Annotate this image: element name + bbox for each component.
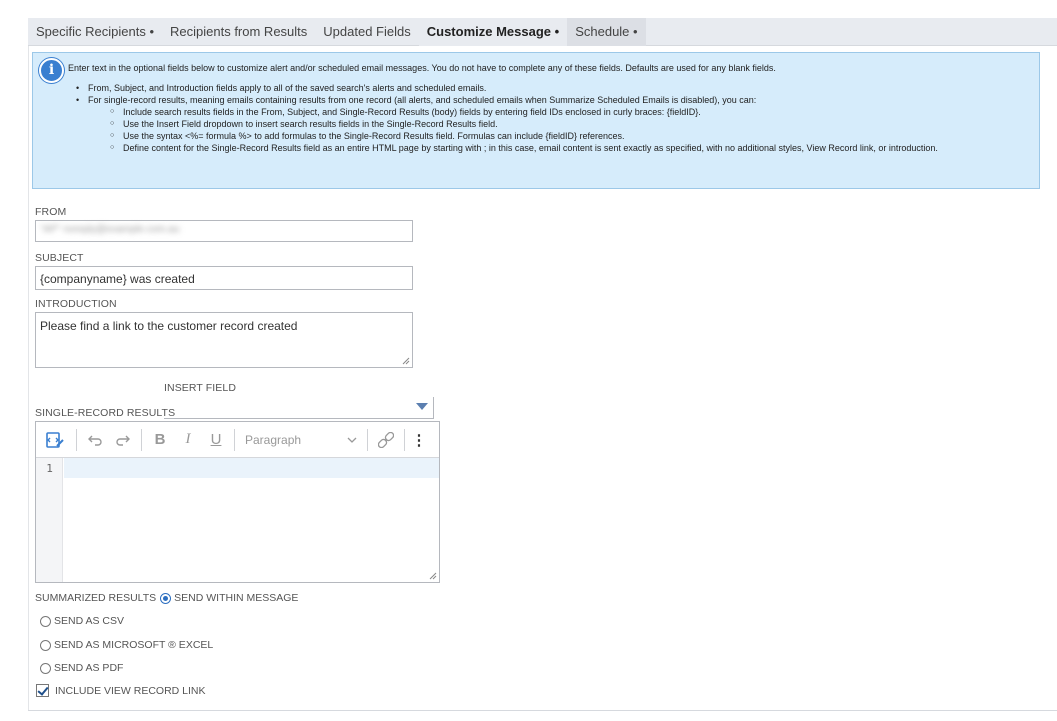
info-lead: Enter text in the optional fields below to customize alert and/or scheduled email messages. You do not have to complete any of these fields. Defaults are used for any blank fields. xyxy=(68,63,776,73)
introduction-textarea[interactable] xyxy=(35,312,413,368)
info-bullet-list xyxy=(68,82,1033,154)
option-include-view-record-link[interactable] xyxy=(36,684,206,697)
link-icon[interactable] xyxy=(372,428,400,452)
tab-label: Specific Recipients xyxy=(36,23,146,39)
tab-customize-message[interactable] xyxy=(419,18,567,46)
tab-recipients-from-results[interactable] xyxy=(162,18,315,46)
radio-send-within-message[interactable] xyxy=(160,593,171,604)
option-send-as-excel[interactable] xyxy=(40,639,213,651)
info-icon: i xyxy=(39,58,64,83)
info-message-box xyxy=(32,52,1040,189)
subject-label: SUBJECT xyxy=(35,252,84,264)
chevron-down-icon xyxy=(347,437,357,443)
tab-label: Customize Message xyxy=(426,23,552,39)
insert-field-label: INSERT FIELD xyxy=(164,382,236,394)
single-record-results-label: SINGLE-RECORD RESULTS xyxy=(35,407,176,419)
tab-label: Updated Fields xyxy=(323,23,411,39)
source-edit-icon[interactable] xyxy=(38,428,72,452)
subject-input[interactable] xyxy=(35,266,413,290)
resize-grip-icon[interactable] xyxy=(429,572,437,580)
editor-toolbar xyxy=(36,422,439,458)
radio-send-as-pdf[interactable] xyxy=(40,663,51,674)
info-subbullet: ○ Use the syntax <%= formula %> to add formulas to the Single-Record Results field. Formulas can include {fieldID} references. xyxy=(68,130,1033,142)
radio-send-as-excel[interactable] xyxy=(40,640,51,651)
editor-current-line[interactable] xyxy=(64,458,439,478)
info-bullet: • From, Subject, and Introduction fields apply to all of the saved search's alerts and scheduled emails. xyxy=(68,82,1033,94)
radio-label: SEND AS CSV xyxy=(54,615,125,627)
tab-specific-recipients[interactable] xyxy=(28,18,162,46)
toolbar-separator xyxy=(76,429,77,451)
paragraph-format-dropdown[interactable] xyxy=(239,428,363,452)
tab-schedule[interactable] xyxy=(567,18,645,46)
bold-icon[interactable]: B xyxy=(154,431,166,448)
line-number-gutter xyxy=(36,458,63,582)
summarized-results-label: SUMMARIZED RESULTS xyxy=(35,592,157,604)
resize-grip-icon[interactable] xyxy=(402,357,410,365)
single-record-results-editor[interactable] xyxy=(35,421,440,583)
radio-label: SEND WITHIN MESSAGE xyxy=(174,592,299,604)
undo-icon[interactable] xyxy=(81,428,109,452)
option-send-as-csv[interactable] xyxy=(40,615,124,627)
from-label: FROM xyxy=(35,206,67,218)
paragraph-label: Paragraph xyxy=(245,432,302,447)
insert-field-select[interactable] xyxy=(164,397,434,419)
toolbar-separator xyxy=(367,429,368,451)
radio-label: SEND AS MICROSOFT ® EXCEL xyxy=(54,639,214,651)
info-text xyxy=(68,62,1033,154)
toolbar-separator xyxy=(234,429,235,451)
tab-dot: • xyxy=(554,23,560,39)
option-send-as-pdf[interactable] xyxy=(40,662,123,674)
underline-icon[interactable]: U xyxy=(210,431,222,448)
info-subbullet: ○ Include search results fields in the From, Subject, and Single-Record Results (body) fields by entering field IDs enclosed in curly braces: {fieldID}. xyxy=(68,106,1033,118)
line-number: 1 xyxy=(46,462,53,475)
checkbox-label: INCLUDE VIEW RECORD LINK xyxy=(55,684,206,697)
radio-send-as-csv[interactable] xyxy=(40,616,51,627)
italic-icon[interactable]: I xyxy=(185,431,191,447)
checkbox-include-view-record-link[interactable] xyxy=(36,684,49,697)
info-subbullet: ○ Use the Insert Field dropdown to insert search results fields in the Single-Record Results field. xyxy=(68,118,1033,130)
content-bottom-border xyxy=(28,710,1057,711)
summarized-results-row xyxy=(35,592,298,604)
content-left-border xyxy=(28,46,29,711)
from-input[interactable] xyxy=(35,220,413,242)
tab-updated-fields[interactable] xyxy=(315,18,418,46)
from-value: "AP" noreply@example.com.au xyxy=(40,224,180,235)
tab-dot: • xyxy=(633,23,638,39)
info-bullet: • For single-record results, meaning emails containing results from one record (all alerts, and scheduled emails when Summarize Scheduled Emails is disabled), you can: xyxy=(68,94,1033,106)
subtab-bar xyxy=(28,18,1057,46)
tab-dot: • xyxy=(149,23,155,39)
introduction-label: INTRODUCTION xyxy=(35,298,117,310)
chevron-down-icon xyxy=(416,403,428,410)
tab-label: Schedule xyxy=(575,23,630,39)
info-subbullet: ○ Define content for the Single-Record Results field as an entire HTML page by starting with ; in this case, email content is sent exactly as specified, with no additional styles, View Record link, or introduction. xyxy=(68,142,1033,154)
radio-label: SEND AS PDF xyxy=(54,662,124,674)
more-options-icon[interactable]: ⋮ xyxy=(411,431,427,449)
toolbar-separator xyxy=(404,429,405,451)
tab-label: Recipients from Results xyxy=(170,23,308,39)
subject-value: {companyname} was created xyxy=(40,272,195,286)
toolbar-separator xyxy=(141,429,142,451)
introduction-value: Please find a link to the customer record created xyxy=(40,319,298,333)
redo-icon[interactable] xyxy=(109,428,137,452)
